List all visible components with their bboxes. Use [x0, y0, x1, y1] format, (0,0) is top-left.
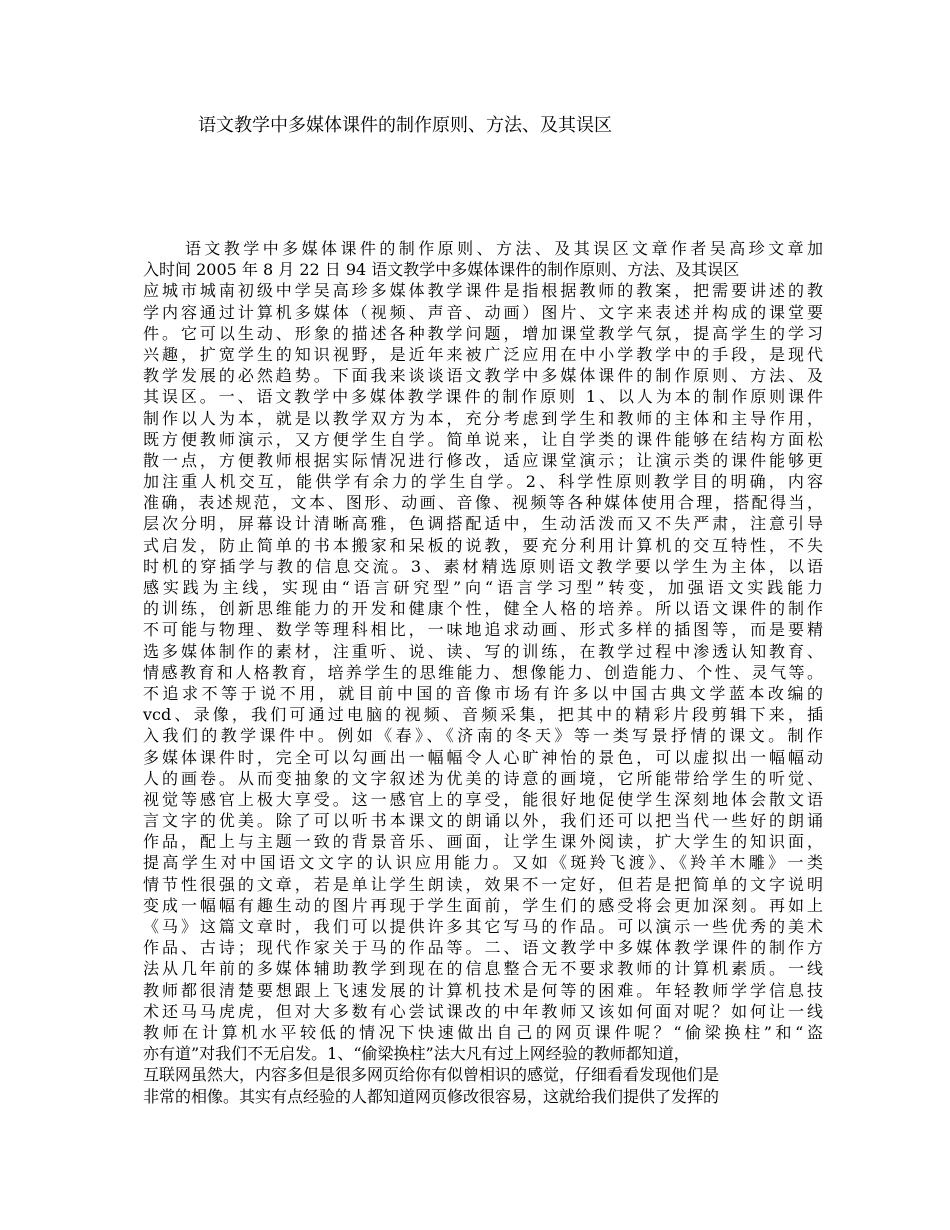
body-line: 言文字的优美。除了可以听书本课文的朗诵以外，我们还可以把当代一些好的朗诵 [143, 811, 823, 831]
body-line: 入时间 2005 年 8 月 22 日 94 语文教学中多媒体课件的制作原则、方法、及其误区 [143, 260, 740, 280]
body-line: 人的画卷。从而变抽象的文字叙述为优美的诗意的画境，它所能带给学生的听觉、 [143, 768, 823, 788]
body-line: 非常的相像。其实有点经验的人都知道网页修改很容易，这就给我们提供了发挥的 [143, 1086, 720, 1106]
body-line: 件。它可以生动、形象的描述各种教学问题，增加课堂教学气氛，提高学生的学习 [143, 323, 823, 343]
body-line: 语文教学中多媒体课件的制作原则、方法、及其误区文章作者吴高珍文章加 [185, 239, 823, 258]
body-line: 的训练，创新思维能力的开发和健康个性，健全人格的培养。所以语文课件的制作 [143, 599, 823, 619]
body-line: 感实践为主线，实现由“语言研究型”向“语言学习型”转变，加强语文实践能力 [143, 578, 823, 597]
body-line: 学内容通过计算机多媒体（视频、声音、动画）图片、文字来表述并构成的课堂要 [143, 302, 823, 322]
body-line: 作品，配上与主题一致的背景音乐、画面，让学生课外阅读，扩大学生的知识面， [143, 832, 823, 852]
body-line: 教师在计算机水平较低的情况下快速做出自己的网页课件呢？“偷梁换柱”和“盗 [143, 1022, 823, 1042]
body-line: 法从几年前的多媒体辅助教学到现在的信息整合无不要求教师的计算机素质。一线 [143, 959, 823, 979]
body-line: 入我们的教学课件中。例如《春》、《济南的冬天》等一类写景抒情的课文。制作 [143, 726, 823, 746]
body-line: 散一点，方便教师根据实际情况进行修改，适应课堂演示；让演示类的课件能够更 [143, 450, 823, 470]
body-line: 视觉等感官上极大享受。这一感官上的享受，能很好地促使学生深刻地体会散文语 [143, 789, 823, 809]
body-line: 教师都很清楚要想跟上飞速发展的计算机技术是何等的困难。年轻教师学学信息技 [143, 980, 823, 1000]
body-line: 互联网虽然大，内容多但是很多网页给你有似曾相识的感觉，仔细看看发现他们是 [143, 1065, 720, 1085]
document-title: 语文教学中多媒体课件的制作原则、方法、及其误区 [198, 115, 612, 136]
document-body [143, 238, 823, 1107]
body-line: 不追求不等于说不用，就目前中国的音像市场有许多以中国古典文学蓝本改编的 [143, 683, 823, 703]
body-line: 变成一幅幅有趣生动的图片再现于学生面前，学生们的感受将会更加深刻。再如上 [143, 895, 823, 915]
body-line: 不可能与物理、数学等理科相比，一味地追求动画、形式多样的插图等，而是要精 [143, 620, 823, 640]
body-line: 时机的穿插学与教的信息交流。3、素材精选原则语文教学要以学生为主体，以语 [143, 556, 823, 576]
body-line: 亦有道”对我们不无启发。1、“偷梁换柱”法大凡有过上网经验的教师都知道， [143, 1044, 690, 1064]
body-line: 其误区。一、语文教学中多媒体教学课件的制作原则 1、以人为本的制作原则课件 [143, 387, 823, 407]
body-line: 兴趣，扩宽学生的知识视野，是近年来被广泛应用在中小学教学中的手段，是现代 [143, 344, 823, 364]
body-line: 加注重人机交互，能供学有余力的学生自学。2、科学性原则教学目的明确，内容 [143, 472, 823, 492]
body-line: 提高学生对中国语文文字的认识应用能力。又如《斑羚飞渡》、《羚羊木雕》一类 [143, 853, 823, 873]
body-line: 教学发展的必然趋势。下面我来谈谈语文教学中多媒体课件的制作原则、方法、及 [143, 366, 823, 386]
body-line: 式启发，防止简单的书本搬家和呆板的说教，要充分利用计算机的交互特性，不失 [143, 535, 823, 555]
body-line: 作品、古诗；现代作家关于马的作品等。二、语文教学中多媒体教学课件的制作方 [143, 938, 823, 958]
body-line: 术还马马虎虎，但对大多数有心尝试课改的中年教师又该如何面对呢？如何让一线 [143, 1001, 823, 1021]
body-line: 既方便教师演示，又方便学生自学。简单说来，让自学类的课件能够在结构方面松 [143, 429, 823, 449]
body-line: 情感教育和人格教育，培养学生的思维能力、想像能力、创造能力、个性、灵气等。 [143, 662, 823, 682]
body-line: 《马》这篇文章时，我们可以提供许多其它写马的作品。可以演示一些优秀的美术 [143, 917, 823, 936]
body-line: 应城市城南初级中学吴高珍多媒体教学课件是指根据教师的教案，把需要讲述的教 [143, 281, 823, 301]
body-line: 制作以人为本，就是以教学双方为本，充分考虑到学生和教师的主体和主导作用， [143, 408, 823, 428]
body-line: vcd、录像，我们可通过电脑的视频、音频采集，把其中的精彩片段剪辑下来，插 [143, 705, 823, 725]
body-line: 选多媒体制作的素材，注重听、说、读、写的训练，在教学过程中渗透认知教育、 [143, 641, 823, 661]
body-line: 情节性很强的文章，若是单让学生朗读，效果不一定好，但若是把简单的文字说明 [143, 874, 823, 894]
body-line: 多媒体课件时，完全可以勾画出一幅幅令人心旷神怡的景色，可以虚拟出一幅幅动 [143, 747, 823, 767]
body-line: 准确，表述规范，文本、图形、动画、音像、视频等各种媒体使用合理，搭配得当， [143, 493, 823, 513]
body-line: 层次分明，屏幕设计清晰高雅，色调搭配适中，生动活泼而又不失严肃，注意引导 [143, 514, 823, 534]
